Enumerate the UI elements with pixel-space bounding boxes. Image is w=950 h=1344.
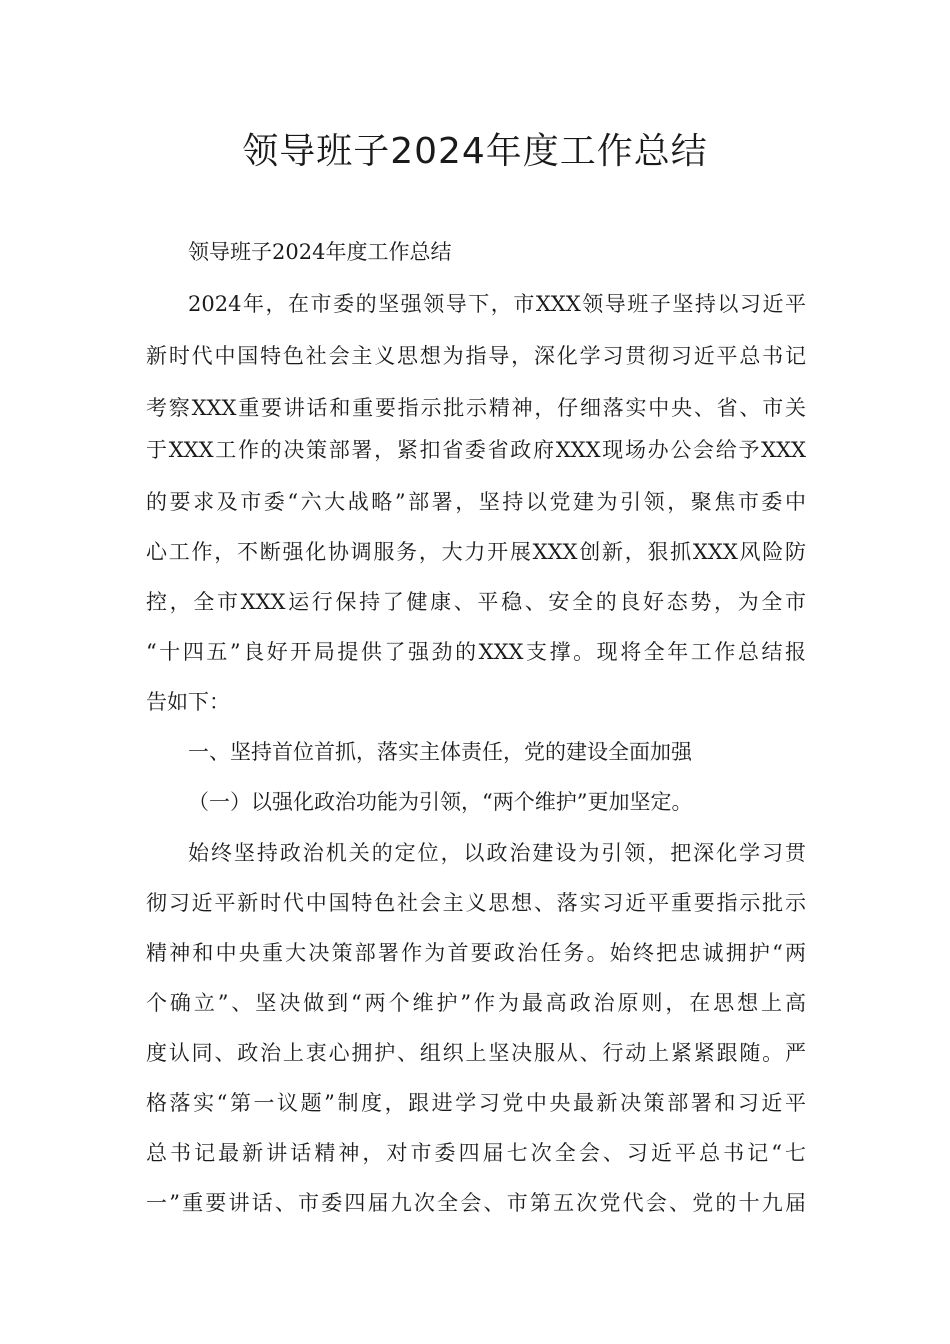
paragraph-line: “十四五”良好开局提供了强劲的XXX支撑。现将全年工作总结报 <box>146 640 806 664</box>
paragraph-line: 一”重要讲话、市委四届九次全会、市第五次党代会、党的十九届 <box>146 1191 806 1215</box>
paragraph-line: 总书记最新讲话精神，对市委四届七次全会、习近平总书记“七 <box>146 1141 806 1165</box>
paragraph-line: 控，全市XXX运行保持了健康、平稳、安全的良好态势，为全市 <box>146 590 806 614</box>
paragraph-line: 个确立”、坚决做到“两个维护”作为最高政治原则，在思想上高 <box>146 991 806 1015</box>
paragraph-line: 考察XXX重要讲话和重要指示批示精神，仔细落实中央、省、市关 <box>146 396 806 420</box>
paragraph-line: 始终坚持政治机关的定位，以政治建设为引领，把深化学习贯 <box>188 841 806 865</box>
paragraph-line: 新时代中国特色社会主义思想为指导，深化学习贯彻习近平总书记 <box>146 344 806 368</box>
paragraph-line: 格落实“第一议题”制度，跟进学习党中央最新决策部署和习近平 <box>146 1091 806 1115</box>
paragraph-line: 2024年，在市委的坚强领导下，市XXX领导班子坚持以习近平 <box>188 292 806 316</box>
paragraph-line: 彻习近平新时代中国特色社会主义思想、落实习近平重要指示批示 <box>146 891 806 915</box>
paragraph-line: 告如下： <box>146 690 230 714</box>
paragraph-line: 的要求及市委“六大战略”部署，坚持以党建为引领，聚焦市委中 <box>146 490 806 514</box>
section-heading: 一、坚持首位首抓，落实主体责任，党的建设全面加强 <box>188 740 692 764</box>
paragraph-line: 于XXX工作的决策部署，紧扣省委省政府XXX现场办公会给予XXX <box>146 438 806 462</box>
subsection-heading: （一）以强化政治功能为引领，“两个维护”更加坚定。 <box>188 790 693 814</box>
document-title: 领导班子2024年度工作总结 <box>242 131 708 172</box>
paragraph-line: 精神和中央重大决策部署作为首要政治任务。始终把忠诚拥护“两 <box>146 941 806 965</box>
document-subtitle: 领导班子2024年度工作总结 <box>188 240 452 264</box>
paragraph-line: 心工作，不断强化协调服务，大力开展XXX创新，狠抓XXX风险防 <box>146 540 806 564</box>
paragraph-line: 度认同、政治上衷心拥护、组织上坚决服从、行动上紧紧跟随。严 <box>146 1041 806 1065</box>
